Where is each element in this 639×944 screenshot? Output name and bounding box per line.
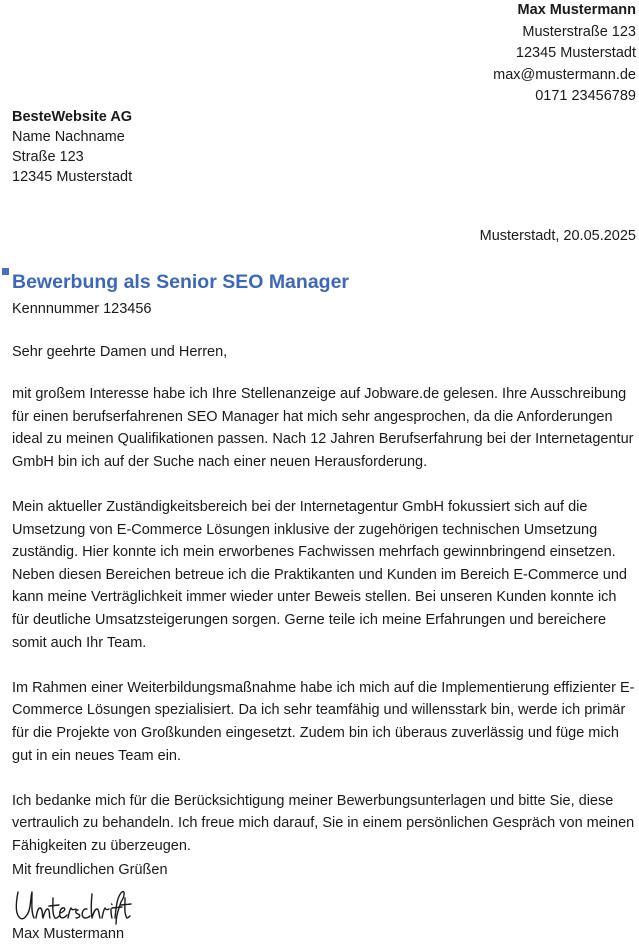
sender-city: 12345 Musterstadt bbox=[515, 45, 636, 61]
recipient-street: Straße 123 bbox=[12, 149, 84, 165]
body-paragraph: Ich bedanke mich für die Berücksichtigung meiner Bewerbungsunterlagen und bitte Sie, diese vertraulich zu behandeln. Ich freue mich darauf, Sie in einem persönlichen Gespräch von meinen Fähigkeiten zu überzeugen. bbox=[12, 792, 635, 854]
sender-email: max@mustermann.de bbox=[493, 66, 636, 83]
sender-street: Musterstraße 123 bbox=[522, 23, 636, 40]
signer-name: Max Mustermann bbox=[12, 926, 125, 942]
body-paragraph: Mein aktueller Zuständigkeitsbereich bei der Internetagentur GmbH fokussiert sich auf die Umsetzung von E-Commerce Lösungen inklusive der zugehörigen technischen Umsetzung zuständig. Hier konnte ich mein erworbenes Fachwissen mehrfach gewinnbringend einsetzen. Neben diesen Bereichen betreue ich die Praktikanten und Kunden im Bereich E-Commerce und kann meine Verträglichkeit immer wieder unter Beweis stellen. Bei unseren Kunden konnte ich für deutliche Umsatzsteigerungen sorgen. Gerne teile ich meine Erfahrungen und bereichere somit auch Ihr Team. bbox=[12, 498, 627, 651]
letter-subject: Bewerbung als Senior SEO Manager bbox=[12, 271, 350, 293]
recipient-contact: Name Nachname bbox=[12, 129, 125, 145]
salutation: Sehr geehrte Damen und Herren, bbox=[12, 344, 228, 360]
subject-marker bbox=[2, 268, 9, 275]
handwritten-signature bbox=[12, 884, 132, 926]
letter-date: Musterstadt, 20.05.2025 bbox=[479, 228, 636, 244]
sender-block bbox=[493, 0, 636, 108]
body-paragraph: Im Rahmen einer Weiterbildungsmaßnahme habe ich mich auf die Implementierung effizienter E-Commerce Lösungen spezialisiert. Da ich sehr teamfähig und willensstark bin, werde ich primär für die Projekte von Großkunden eingesetzt. Zudem bin ich überaus zuverlässig und füge mich gut in ein neues Team ein. bbox=[12, 679, 635, 764]
letter-body bbox=[12, 383, 636, 880]
sender-phone: 0171 23456789 bbox=[535, 88, 636, 104]
sender-name: Max Mustermann bbox=[517, 2, 636, 18]
reference-number: Kennnummer 123456 bbox=[12, 301, 152, 317]
closing-phrase: Mit freundlichen Grüßen bbox=[12, 862, 168, 878]
recipient-company: BesteWebsite AG bbox=[12, 109, 133, 125]
recipient-city: 12345 Musterstadt bbox=[12, 169, 133, 185]
recipient-block bbox=[12, 107, 132, 187]
body-paragraph: mit großem Interesse habe ich Ihre Stellenanzeige auf Jobware.de gelesen. Ihre Ausschreibung für einen berufserfahrenen SEO Manager hat mich sehr angesprochen, da die Anforderungen ideal zu meinen Qualifikationen passen. Nach 12 Jahren Berufserfahrung bei der Internetagentur GmbH bin ich auf der Suche nach einer neuen Herausforderung. bbox=[12, 386, 634, 470]
